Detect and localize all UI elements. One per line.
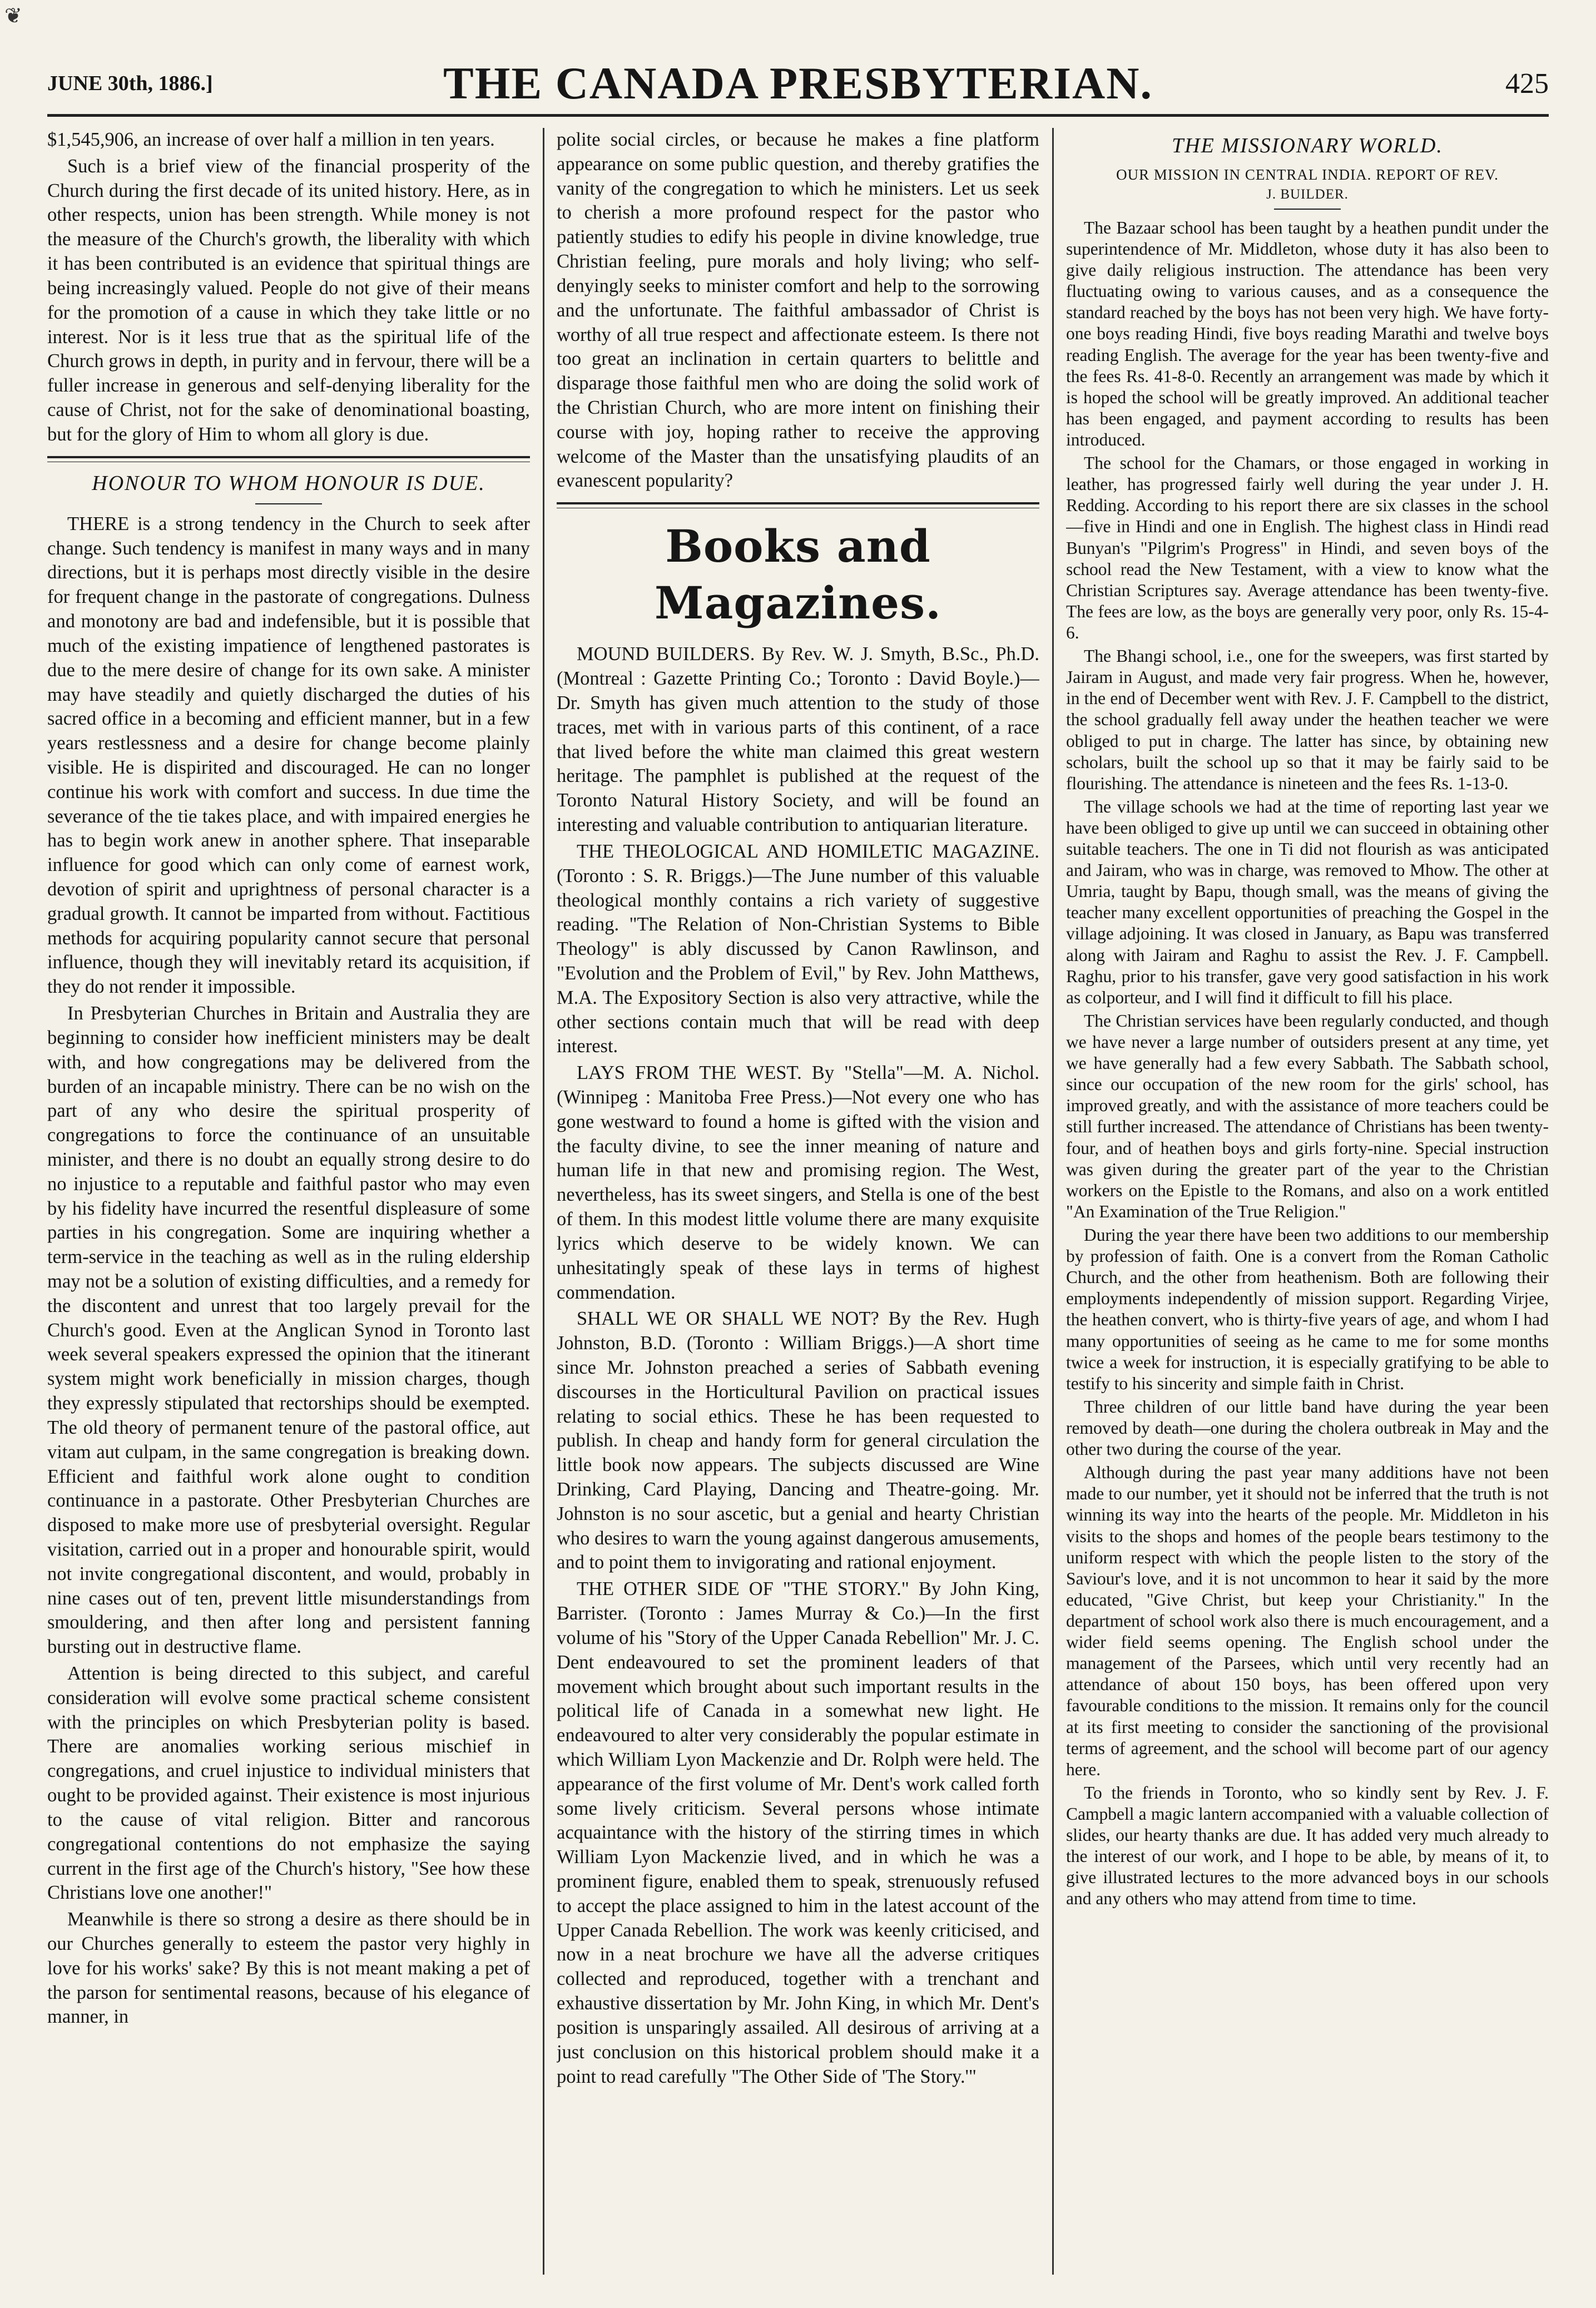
heading-rule [255, 503, 322, 504]
article-heading: HONOUR TO WHOM HONOUR IS DUE. [92, 471, 485, 495]
corner-ornament-icon: ❦ [4, 4, 22, 28]
section-heading: THE MISSIONARY WORLD. [1172, 134, 1443, 157]
column-rule [543, 128, 544, 2275]
article-paragraph: In Presbyterian Churches in Britain and Australia they are beginning to consider how inefficient ministers may be dealt with, and how congregations may be delivered from the burden of an incapable ministry. There can be no wish on the part of any who desire the spiritual prosperity of congregations to force the continuance of an unsuitable minister, and there is no doubt an equally strong desire to do no injustice to a reputable and faithful pastor who may even by his fidelity have incurred the resentful displeasure of some parties in his congregation. Some are inquiring whether a term-service in the teaching as well as in the ruling eldership may not be a solution of existing difficulties, and a remedy for the discontent and unrest that too largely prevail for the Church's good. Even at the Anglican Synod in Toronto last week several speakers expressed the opinion that the itinerant system might work beneficially in mission charges, though they expressly stipulated that rectorships should be exempted. The old theory of permanent tenure of the pastoral office, aut vitam aut culpam, in the same congregation is breaking down. Efficient and faithful work alone ought to condition continuance in a pastorate. Other Presbyterian Churches are disposed to make more use of presbyterial oversight. Regular visitation, carried out in a proper and honourable spirit, would not invite congregational discontent, and would, probably in nine cases out of ten, prevent little misunderstandings from smouldering, and then after long and persistent fanning bursting out in destructive flame. [47, 1003, 530, 1658]
article-paragraph: Attention is being directed to this subject, and careful consideration will evolve some practical scheme consistent with the principles on which Presbyterian polity is based. There are anomalies working serious mischief in congregations, and cruel injustice to individual ministers that ought to be provided against. Their existence is most injurious to the cause of vital religion. Bitter and rancorous congregational contentions do not emphasize the saying current in the first age of the Church's history, "See how these Christians love one another!" [47, 1663, 530, 1904]
report-subheading: OUR MISSION IN CENTRAL INDIA. REPORT OF REV. [1116, 166, 1499, 183]
report-paragraph: The Christian services have been regularly conducted, and though we have never a large number of outsiders present at any time, yet we have generally had a few every Sabbath. The Sabbath school, since our occupation of the new room for the girls' school, has improved greatly, and with the assistance of more teachers could be still further increased. The attendance of Christians has been twenty-four, and of heathen boys and girls forty-nine. Special instruction was given during the greater part of the year to the Christian workers on the Epistle to the Romans, and also on a work entitled "An Examination of the True Religion." [1066, 1011, 1549, 1221]
report-author: J. BUILDER. [1266, 186, 1349, 202]
continued-text: $1,545,906, an increase of over half a million in ten years. [47, 129, 495, 150]
report-paragraph: Three children of our little band have during the year been removed by death—one during the cholera outbreak in May and the other two during the course of the year. [1066, 1396, 1549, 1459]
report-paragraph: To the friends in Toronto, who so kindly sent by Rev. J. F. Campbell a magic lantern accompanied with a valuable collection of slides, our hearty thanks are due. It has added very much already to the interest of our work, and I hope to be able, by means of it, to give illustrated lectures to the more advanced boys in our schools and any others who may attend from time to time. [1066, 1782, 1549, 1909]
masthead [47, 53, 1549, 117]
newspaper-page [47, 53, 1549, 2283]
section-title: Books and Magazines. [655, 520, 941, 629]
report-paragraph: The Bhangi school, i.e., one for the sweepers, was first started by Jairam in August, and made very fair progress. When he, however, in the end of December went with Rev. J. F. Campbell to the district, the school gradually fell away under the heathen teacher we were obliged to put in charge. The latter has since, by obtaining new scholars, built the school up so that it may be fairly said to be flourishing. The attendance is nineteen and the fees Rs. 1-13-0. [1066, 646, 1549, 793]
review-paragraph: THE OTHER SIDE OF "THE STORY." By John King, Barrister. (Toronto : James Murray & Co.)—In the first volume of his "Story of the Upper Canada Rebellion" Mr. J. C. Dent endeavoured to set the prominent leaders of that movement which brought about such important results in the political life of Canada in a somewhat new light. He endeavoured to alter very considerably the popular estimate in which William Lyon Mackenzie and Dr. Rolph were held. The appearance of the first volume of Mr. Dent's work called forth some lively criticism. Several persons whose intimate acquaintance with the history of the stirring times in which William Lyon Mackenzie lived, and in which he was a prominent figure, enabled them to speak, strenuously refused to accept the place assigned to him in the latest account of the Upper Canada Rebellion. The work was keenly criticised, and now in a neat brochure we have all the adverse critiques collected and reproduced, together with a trenchant and exhaustive dissertation by Mr. John King, in which Mr. Dent's position is unsparingly assailed. All desirous of arriving at a just conclusion on this historical problem should make it a point to read carefully "The Other Side of 'The Story.'" [557, 1578, 1039, 2087]
column-rule [1052, 128, 1054, 2275]
report-paragraph: Although during the past year many additions have not been made to our number, yet it should not be inferred that the truth is not winning its way into the hearts of the people. Mr. Middleton in his visits to the shops and homes of the people bears testimony to the uniform respect with which the people listen to the story of the Saviour's love, and it is not uncommon to hear it said by the more educated, "Give Christ, but keep your Christianity." In the department of school work also there is much encouragement, and a wider field seems opening. The English school under the management of the Parsees, which until very recently had an attendance of about 150 boys, has been offered upon very favourable conditions to the mission. It remains only for the council at its first meeting to consider the sanctioning of the provisional terms of agreement, and the school will become part of our agency here. [1066, 1463, 1549, 1779]
column-3 [1066, 128, 1549, 2286]
section-divider [557, 502, 1039, 508]
continued-text: Such is a brief view of the financial prosperity of the Church during the first decade of its united history. Here, as in other respects, union has been strength. While money is not the measure of the Church's growth, the liberality with which it has been contributed is an evidence that spiritual things are being increasingly valued. People do not give of their means for the promotion of a cause in which they take little or no interest. Nor is it less true that as the spiritual life of the Church grows in depth, in purity and in fervour, there will be a fuller increase in generous and self-denying liberality for the cause of Christ, not for the sake of denominational boasting, but for the glory of Him to whom all glory is due. [47, 155, 530, 445]
newspaper-title: THE CANADA PRESBYTERIAN. [443, 58, 1153, 108]
report-paragraph: The Bazaar school has been taught by a heathen pundit under the superintendence of Mr. Middleton, whose duty it has also been to give daily religious instruction. The attendance has been very fluctuating owing to various causes, and as a consequence the standard reached by the boys has not been very high. We have forty-one boys reading Hindi, five boys reading Marathi and twelve boys reading English. The average for the year has been twenty-five and the fees Rs. 41-8-0. Recently an arrangement was made by which it is hoped the school will be greatly improved. An additional teacher has been engaged, and payment according to results has been introduced. [1066, 217, 1549, 449]
review-paragraph: THE THEOLOGICAL AND HOMILETIC MAGAZINE. (Toronto : S. R. Briggs.)—The June number of this valuable theological monthly contains a rich variety of suggestive reading. "The Relation of Non-Christian Systems to Bible Theology" is ably discussed by Canon Rawlinson, and "Evolution and the Problem of Evil," by Rev. John Matthews, M.A. The Expository Section is also very attractive, while the other sections contain much that will be read with deep interest. [557, 840, 1039, 1057]
column-1 [47, 128, 530, 2286]
column-2 [557, 128, 1039, 2286]
article-paragraph: Meanwhile is there so strong a desire as there should be in our Churches generally to esteem the pastor very highly in love for his works' sake? By this is not meant making a pet of the parson for sentimental reasons, because of his elegance of manner, in [47, 1909, 530, 2028]
article-paragraph: THERE is a strong tendency in the Church to seek after change. Such tendency is manifest in many ways and in many directions, but it is perhaps most directly visible in the desire for frequent change in the pastorate of congregations. Dulness and monotony are bad and indefensible, but it is possible that much of the existing impatience of lengthened pastorates is due to the mere desire of change for its own sake. A minister may have steadily and quietly discharged the duties of his sacred office in a becoming and efficient manner, but in a few years restlessness and a desire for change become plainly visible. He is dispirited and discouraged. He can no longer continue his work with comfort and success. In due time the severance of the tie takes place, and with impaired energies he has to begin work anew in another sphere. That inseparable influence for good which can only come of earnest work, devotion of spirit and uprightness of personal character is a gradual growth. It cannot be imparted from without. Factitious methods for acquiring popularity cannot secure that personal influence, though they will inevitably retard its acquisition, if they do not render it impossible. [47, 513, 530, 998]
report-paragraph: During the year there have been two additions to our membership by profession of faith. One is a convert from the Roman Catholic Church, and the other from heathenism. Both are following their employments independently of mission support. Regarding Virjee, the heathen convert, who is thirty-five years of age, and whom I had many opportunities of seeing as he came to me for some months twice a week for instruction, it is especially gratifying to be able to testify to his sincerity and simple faith in Christ. [1066, 1225, 1549, 1393]
section-divider [47, 456, 530, 462]
report-paragraph: The school for the Chamars, or those engaged in working in leather, has progressed fairly well during the year under J. H. Redding. According to his report there are six classes in the school—five in Hindi and one in English. The highest class in Hindi read Bunyan's "Pilgrim's Progress" in Hindi, and seven boys of the school read the New Testament, with a view to know what the Christian Scriptures say. Average attendance has been twenty-five. The fees are low, as the boys are generally very poor, only Rs. 15-4-6. [1066, 453, 1549, 642]
heading-rule [1274, 209, 1341, 210]
report-paragraph: The village schools we had at the time of reporting last year we have been obliged to give up until we can succeed in obtaining other suitable teachers. The one in Ti did not flourish as was anticipated and Jairam, who was in charge, was removed to Mhow. The other at Umria, taught by Bapu, though small, was the means of giving the teacher many excellent opportunities of preaching the Gospel in the village adjoining. It was closed in January, as Bapu was transferred along with Jairam and Raghu to assist the Rev. J. F. Campbell. Raghu, prior to his transfer, gave very good satisfaction in his work as colporteur, and I will find it difficult to fill his place. [1066, 796, 1549, 1007]
review-paragraph: MOUND BUILDERS. By Rev. W. J. Smyth, B.Sc., Ph.D. (Montreal : Gazette Printing Co.; Toronto : David Boyle.)—Dr. Smyth has given much attention to the study of those traces, met with in various parts of this continent, of a race that lived before the white man claimed this great western heritage. The pamphlet is published at the request of the Toronto Natural History Society, and will be found an interesting and valuable contribution to antiquarian literature. [557, 643, 1039, 836]
review-paragraph: LAYS FROM THE WEST. By "Stella"—M. A. Nichol. (Winnipeg : Manitoba Free Press.)—Not every one who has gone westward to found a home is gifted with the vision and the faculty divine, to see the inner meaning of nature and human life in that new and promising region. The West, nevertheless, has its sweet singers, and Stella is one of the best of them. In this modest little volume there are many exquisite lyrics which deserve to be widely known. We can unhesitatingly speak of these lays in terms of highest commendation. [557, 1062, 1039, 1303]
page-number: 425 [1505, 67, 1549, 100]
issue-date: JUNE 30th, 1886.] [47, 72, 213, 95]
article-columns [47, 128, 1549, 2286]
continued-text: polite social circles, or because he makes a fine platform appearance on some public question, and thereby gratifies the vanity of the congregation to which he ministers. Let us seek to cherish a more profound respect for the pastor who patiently studies to edify his people in divine knowledge, true Christian feeling, pure morals and holy living; who self-denyingly seeks to minister comfort and help to the sorrowing and the unfortunate. The faithful ambassador of Christ is worthy of all true respect and affectionate esteem. Is there not too great an inclination in certain quarters to belittle and disparage those faithful men who are doing the solid work of the Christian Church, who are more intent on finishing their course with joy, hoping rather to receive the approving welcome of the Master than the unsatisfying plaudits of an evanescent popularity? [557, 129, 1039, 492]
review-paragraph: SHALL WE OR SHALL WE NOT? By the Rev. Hugh Johnston, B.D. (Toronto : William Briggs.)—A short time since Mr. Johnston preached a series of Sabbath evening discourses in the Horticultural Pavilion on practical issues relating to social ethics. These he has been requested to publish. In cheap and handy form for general circulation the little book now appears. The subjects discussed are Wine Drinking, Card Playing, Dancing and Theatre-going. Mr. Johnston is no sour ascetic, but a genial and hearty Christian who desires to warn the young against dangerous amusements, and to point them to invigorating and rational enjoyment. [557, 1308, 1039, 1573]
